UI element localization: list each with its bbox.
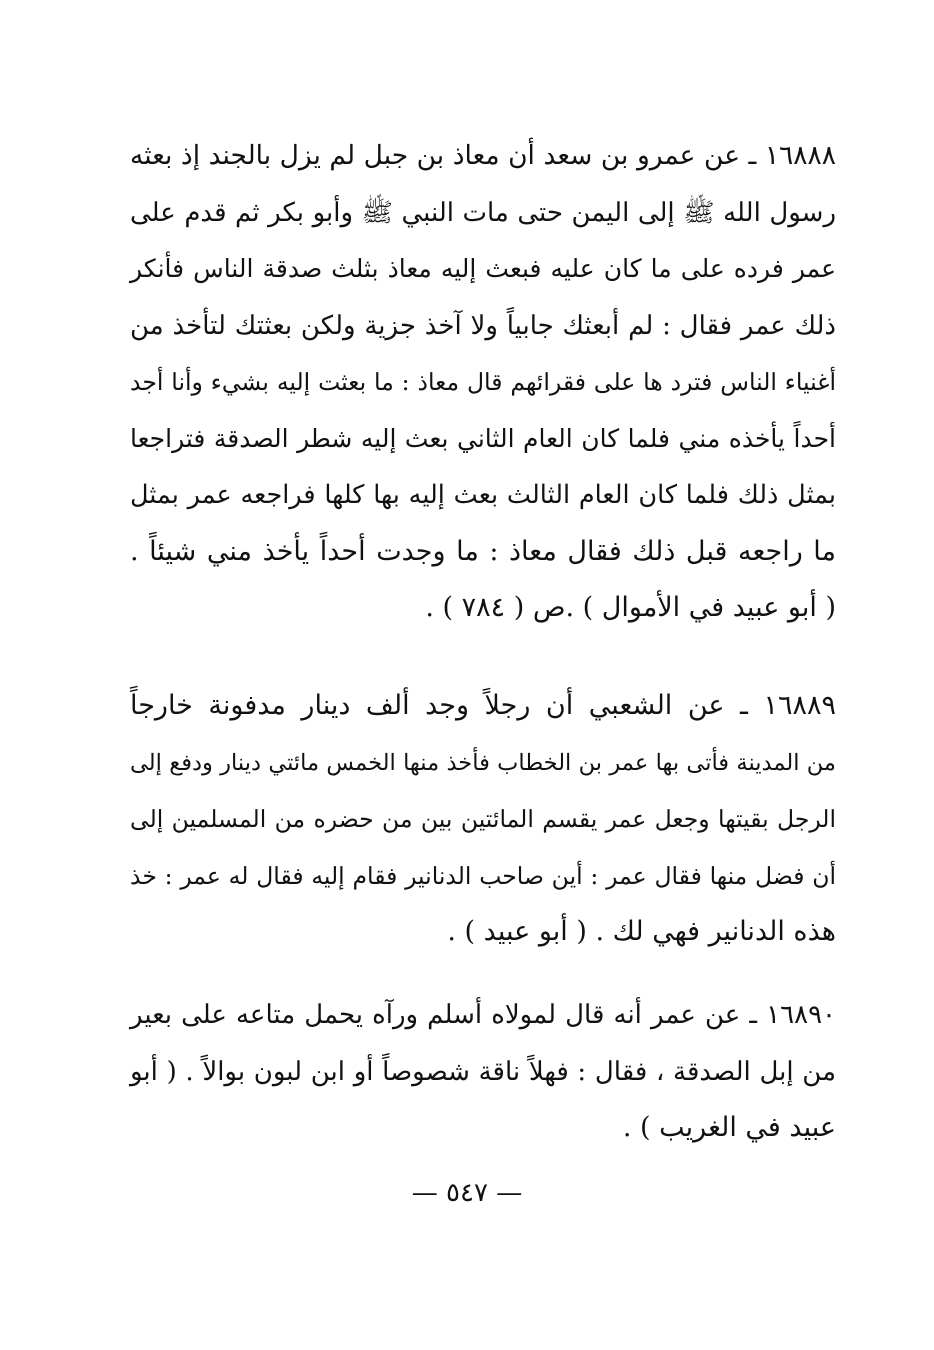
source-citation: هذه الدنانير فهي لك . ( أبو عبيد ) . [447,916,836,947]
text-line: ما راجعه قبل ذلك فقال معاذ : ما وجدت أحداً يأخذ مني شيئاً . [130,535,836,567]
hadith-entry-16888 [130,128,836,637]
hadith-entry-16890 [130,987,836,1157]
text-line: بمثل ذلك فلما كان العام الثالث بعث إليه بها كلها فراجعه عمر بمثل [130,480,836,510]
source-citation: عبيد في الغريب ) . [622,1112,836,1143]
text-line: من إبل الصدقة ، فقال : فهلاً ناقة شصوصاً أو ابن لبون بوالاً . ( أبو [130,1056,836,1087]
text-line: ١٦٨٩٠ ـ عن عمر أنه قال لمولاه أسلم ورآه يحمل متاعه على بعير [130,1000,836,1030]
hadith-entry-16889 [130,678,836,961]
text-line: من المدينة فأتى بها عمر بن الخطاب فأخذ منها الخمس مائتي دينار ودفع إلى [130,749,836,776]
page-number: — ٥٤٧ — [411,1178,523,1208]
text-line: ١٦٨٨٩ ـ عن الشعبي أن رجلاً وجد ألف دينار مدفونة خارجاً [130,690,836,721]
text-line: ١٦٨٨٨ ـ عن عمرو بن سعد أن معاذ بن جبل لم يزل بالجند إذ بعثه [130,140,836,171]
text-line: أغنياء الناس فترد ها على فقرائهم قال معاذ : ما بعثت إليه بشيء وأنا أجد [130,368,836,396]
text-line: أحداً يأخذه مني فلما كان العام الثاني بعث إليه شطر الصدقة فتراجعا [130,423,836,453]
text-line: أن فضل منها فقال عمر : أين صاحب الدنانير فقام إليه فقال له عمر : خذ [130,861,836,890]
text-line: عمر فرده على ما كان عليه فبعث إليه معاذ بثلث صدقة الناس فأنكر [130,254,836,283]
text-line: ذلك عمر فقال : لم أبعثك جابياً ولا آخذ جزية ولكن بعثتك لتأخذ من [130,310,836,341]
text-line: رسول الله ﷺ إلى اليمن حتى مات النبي ﷺ وأبو بكر ثم قدم على [130,197,836,228]
source-citation: ( أبو عبيد في الأموال ) .ص ( ٧٨٤ ) . [425,592,836,623]
text-line: الرجل بقيتها وجعل عمر يقسم المائتين بين من حضره من المسلمين إلى [130,805,836,833]
